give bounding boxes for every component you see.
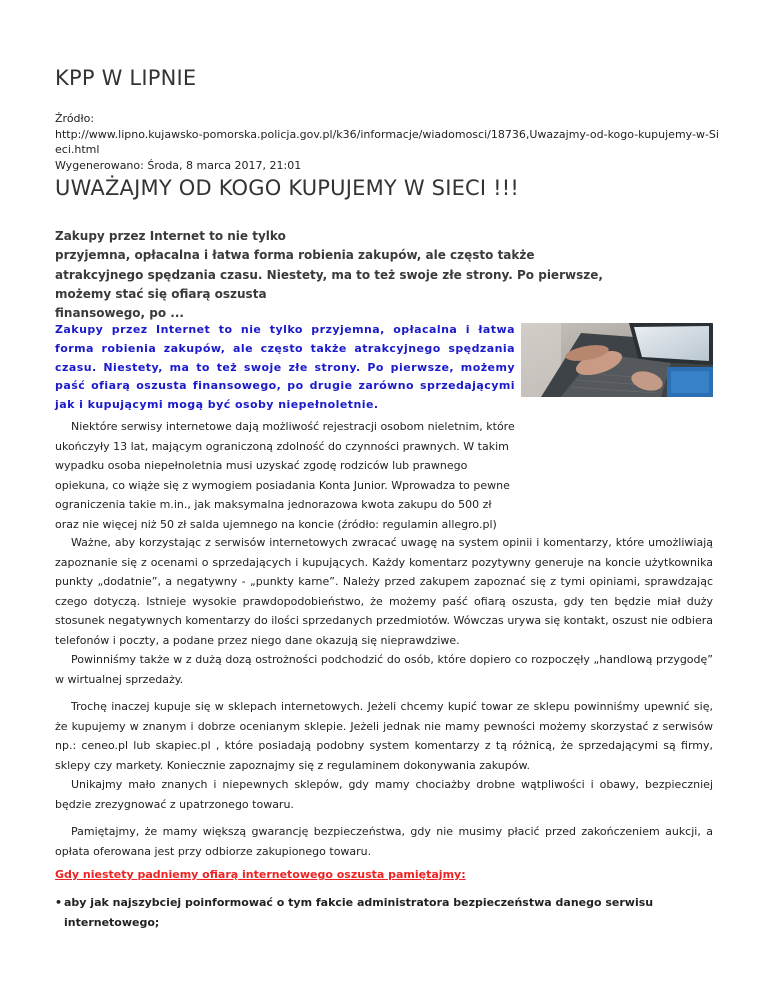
paragraph: Unikajmy mało znanych i niepewnych sklepów, gdy mamy chociażby drobne wątpliwości i obawy, bezpieczniej będzie zrezygnować z upatrzonego towaru. — [55, 778, 713, 811]
lead-line: przyjemna, opłacalna i łatwa forma robienia zakupów, ale często także — [55, 248, 535, 263]
laptop-typing-photo — [521, 323, 713, 397]
intro-paragraph: Zakupy przez Internet to nie tylko przyjemna, opłacalna i łatwa forma robienia zakupów, ale często także atrakcyjnego spędzania czasu. Niestety, ma to też swoje złe strony. Po pierwsze, możemy paść ofiarą oszusta finansowego, po drugie zarówno sprzedającymi jak i kupującymi mogą być osoby niepełnoletnie. — [55, 323, 515, 412]
lead-line: atrakcyjnego spędzania czasu. Niestety, ma to też swoje złe strony. Po pierwsze, — [55, 267, 603, 282]
generated-date: Wygenerowano: Środa, 8 marca 2017, 21:01 — [55, 158, 302, 172]
site-title: KPP W LIPNIE — [55, 66, 197, 90]
paragraph: Ważne, aby korzystając z serwisów internetowych zwracać uwagę na system opinii i komentarzy, które umożliwiają zapoznanie się z ocenami o sprzedających i kupujących. Każdy komentarz pozytywny generuje na koncie użytkownika punkty „dodatnie”, a negatywny - „punkty karne”. Należy przed zakupem zapoznać się z tymi opiniami, sprawdzając czego dotyczą. Istnieje wysokie prawdopodobieństwo, że możemy paść ofiarą oszusta, gdy ten będzie miał duży stosunek negatywnych komentarzy do ilości sprzedanych przedmiotów. Wówczas urywa się kontakt, oszust nie odbiera telefonów i poczty, a podane przez niego dane okazują się nieprawdziwe. — [55, 536, 713, 647]
source-url: http://www.lipno.kujawsko-pomorska.policja.gov.pl/k36/informacje/wiadomosci/18736,Uwazajmy-od-kogo-kupujemy-w-Sieci.html — [55, 127, 719, 156]
warning-heading: Gdy niestety padniemy ofiarą internetowego oszusta pamiętajmy: — [55, 868, 466, 881]
advice-list — [55, 893, 655, 932]
lead-line: Zakupy przez Internet to nie tylko — [55, 229, 286, 243]
paragraph: Niektóre serwisy internetowe dają możliwość rejestracji osobom nieletnim, które ukończyły 13 lat, mającym ograniczoną zdolność do czynności prawnych. W takim wypadku osoba niepełnoletnia musi uzyskać zgodę rodziców lub prawnego opiekuna, co wiąże się z wymogiem posiadania Konta Junior. Wprowadza to pewne ograniczenia takie m.in., jak maksymalna jednorazowa kwota zakupu do 500 zł oraz nie więcej niż 50 zł salda ujemnego na koncie (źródło: regulamin allegro.pl) — [55, 420, 515, 531]
paragraph: Trochę inaczej kupuje się w sklepach internetowych. Jeżeli chcemy kupić towar ze sklepu powinniśmy upewnić się, że kupujemy w znanym i dobrze ocenianym sklepie. Jeżeli jednak nie mamy pewności możemy skorzystać z serwisów np.: ceneo.pl lub skapiec.pl , które posiadają podobny system komentarzy z tą różnicą, że sprzedającymi są firmy, sklepy czy markety. Koniecznie zapoznajmy się z regulaminem dokonywania zakupów. — [55, 700, 713, 772]
paragraph: Pamiętajmy, że mamy większą gwarancję bezpieczeństwa, gdy nie musimy płacić przed zakończeniem aukcji, a opłata oferowana jest przy odbiorze zakupionego towaru. — [55, 825, 713, 858]
list-item: • aby jak najszybciej poinformować o tym fakcie administratora bezpieczeństwa danego serwisu internetowego; — [55, 893, 655, 932]
paragraph: Powinniśmy także w z dużą dozą ostrożności podchodzić do osób, które dopiero co rozpoczęły „handlową przygodę” w wirtualnej sprzedaży. — [55, 653, 713, 686]
source-meta — [55, 111, 725, 173]
lead-line: możemy stać się ofiarą oszusta — [55, 286, 267, 301]
lead-line: finansowego, po ... — [55, 306, 184, 321]
article-title: UWAŻAJMY OD KOGO KUPUJEMY W SIECI !!! — [55, 176, 520, 200]
article-lead — [55, 227, 615, 323]
source-label: Źródło: — [55, 112, 95, 125]
